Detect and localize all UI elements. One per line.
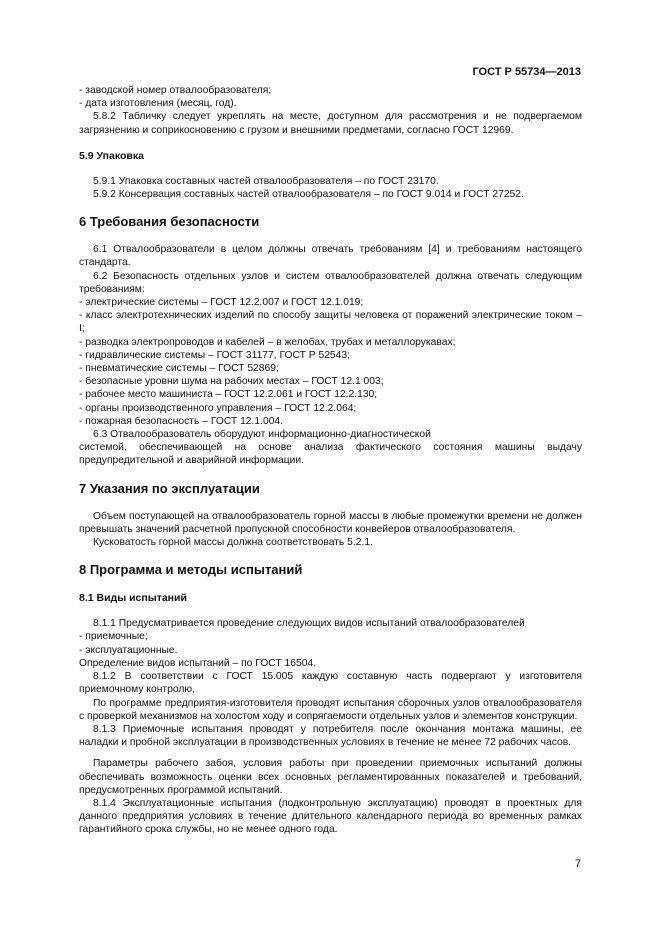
- section-heading: 7 Указания по эксплуатации: [79, 480, 260, 496]
- page-number: 7: [574, 858, 581, 870]
- paragraph: 6.3 Отвалообразователь оборудуют информационно-диагностической: [93, 429, 431, 441]
- list-item: - гидравлические системы – ГОСТ 31177, ГОСТ Р 52543;: [79, 349, 350, 361]
- list-item: - безопасные уровни шума на рабочих местах – ГОСТ 12.1 003;: [79, 376, 384, 388]
- list-item: - приемочные;: [79, 631, 148, 643]
- list-item: - пожарная безопасность – ГОСТ 12.1.004.: [79, 415, 284, 427]
- list-item: - органы производственного управления – ГОСТ 12.2.064;: [79, 402, 357, 414]
- subsection-heading: 5.9 Упаковка: [79, 149, 144, 162]
- subsection-heading: 8.1 Виды испытаний: [79, 592, 187, 605]
- list-item: - дата изготовления (месяц, год).: [79, 98, 237, 110]
- paragraph: Объем поступающей на отвалообразователь горной массы в любые промежутки времени не должен превышать значений расчетной пропускной способности конвейеров отвалообразователя.: [79, 510, 582, 535]
- paragraph: 5.8.2 Табличку следует укреплять на месте, доступном для рассмотрения и не подвергаемом загрязнению и соприкосновению с грузом и внешними предметами, согласно ГОСТ 12969.: [79, 111, 582, 136]
- list-item: - класс электротехнических изделий по способу защиты человека от поражений электрические током – I;: [79, 310, 582, 335]
- list-item: - пневматические системы – ГОСТ 52869;: [79, 363, 279, 375]
- list-item: - рабочее место машиниста – ГОСТ 12.2.061 и ГОСТ 12.2.130;: [79, 389, 378, 401]
- paragraph: 8.1.2 В соответствии с ГОСТ 15.005 каждую составную часть подвергают у изготовителя приемочному контролю,: [79, 671, 582, 696]
- list-item: - электрические системы – ГОСТ 12.2.007 и ГОСТ 12.1.019;: [79, 297, 364, 309]
- section-heading: 6 Требования безопасности: [79, 214, 260, 230]
- paragraph: 8.1.4 Эксплуатационные испытания (подконтрольную эксплуатацию) проводят в проектных для данного предприятия условиях в течение длительного календарного периода во временных рамках гарантийного срока службы, но не менее одного года.: [79, 797, 582, 836]
- paragraph: По программе предприятия-изготовителя проводят испытания сборочных узлов отвалообразователя с проверкой механизмов на холостом ходу и сопрягаемости отдельных узлов и элементов конструкции.: [79, 697, 582, 722]
- paragraph: системой, обеспечивающей на основе анализа фактического состояния машины выдачу предупредительной и аварийной информации.: [79, 442, 582, 467]
- paragraph: Параметры рабочего забоя, условия работы при проведении приемочных испытаний должны обеспечивать возможность оценки всех основных регламентированных показателей и требований, предусмотренных программой испытаний.: [79, 758, 582, 796]
- page-content: [79, 84, 582, 837]
- document-header: ГОСТ Р 55734—2013: [472, 66, 581, 78]
- paragraph: 5.9.1 Упаковка составных частей отвалообразователя – по ГОСТ 23170.: [93, 175, 439, 187]
- paragraph: 8.1.1 Предусматривается проведение следующих видов испытаний отвалообразователей: [93, 618, 525, 630]
- paragraph: 8.1.3 Приемочные испытания проводят у потребителя после окончания монтажа машины, ее наладки и пробной эксплуатации в производственных условиях в течение не менее 72 рабочих часов.: [79, 723, 582, 749]
- paragraph: 5.9.2 Консервация составных частей отвалообразователя – по ГОСТ 9.014 и ГОСТ 27252.: [93, 189, 524, 201]
- section-heading: 8 Программа и методы испытаний: [79, 562, 303, 578]
- list-item: - разводка электропроводов и кабелей – в желобах, трубах и металлорукавах;: [79, 336, 456, 348]
- list-item: - эксплуатационные.: [79, 644, 178, 656]
- list-item: - заводской номер отвалообразователя;: [79, 85, 272, 96]
- paragraph: 6.2 Безопасность отдельных узлов и систем отвалообразователей должна отвечать следующим требованиям:: [79, 270, 582, 295]
- paragraph: 6.1 Отвалообразователи в целом должны отвечать требованиям [4] и требованиям настоящего стандарта.: [79, 244, 582, 269]
- paragraph: Кусковатость горной массы должна соответствовать 5.2.1.: [93, 537, 373, 549]
- paragraph: Определение видов испытаний – по ГОСТ 16504.: [79, 657, 317, 669]
